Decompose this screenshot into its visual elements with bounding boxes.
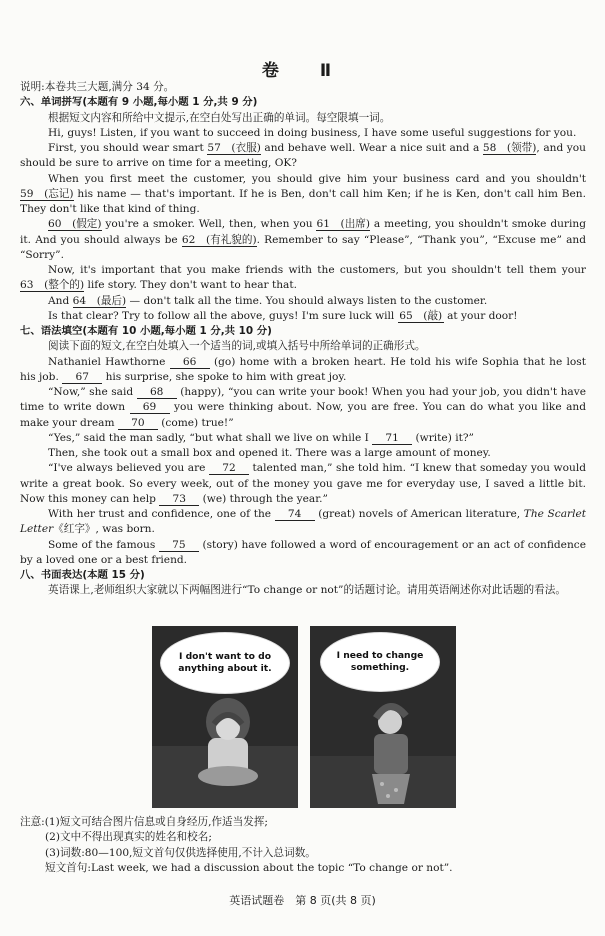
- passage-paragraph: “I've always believed you are 72 talented man,” she told him. “I knew that someday you would write a great book. So every week, out of the money you gave me for everyday use, I saved a little bit. Now this money can help 73 (we) through the year.”: [20, 462, 586, 505]
- section-6-instruction: 根据短文内容和所给中文提示,在空白处写出正确的单词。每空限填一词。: [48, 111, 391, 124]
- blank-69[interactable]: 69: [130, 401, 170, 414]
- note-line-1: 注意:(1)短文可结合图片信息或自身经历,作适当发挥;: [20, 816, 268, 828]
- opening-sentence: 短文首句:Last week, we had a discussion about the topic “To change or not”.: [45, 861, 453, 874]
- speech-bubble-right: I need to change something.: [320, 632, 440, 692]
- passage-paragraph: “Now,” she said 68 (happy), “you can write your book! When you had your job, you didn't have time to write down 69 you were thinking about. Now, you are free. You can do what you like and make your dream 70 (come) true!”: [20, 386, 587, 429]
- passage-paragraph: 60 (假定) you're a smoker. Well, then, when you 61 (出席) a meeting, you shouldn't smoke during it. And you should always be 62 (有礼貌的). Remember to say “Please”, “Thank you”, “Excuse me” and “Sorry”.: [20, 218, 586, 261]
- speech-bubble-left: I don't want to do anything about it.: [160, 632, 290, 694]
- blank-59[interactable]: 59 (忘记): [20, 187, 74, 200]
- passage-paragraph: When you first meet the customer, you should give him your business card and you shouldn't 59 (忘记) his name — that's important. If he is Ben, don't call him Ken; if he is Ken, don't call him Ben. They don't like that kind of thing.: [20, 172, 586, 215]
- passage-paragraph: And 64 (最后) — don't talk all the time. You should always listen to the customer.: [48, 294, 488, 307]
- passage-paragraph: Now, it's important that you make friends with the customers, but you shouldn't tell them your 63 (整个的) life story. They don't want to hear that.: [20, 264, 586, 292]
- section-7-heading: 七、语法填空(本题有 10 小题,每小题 1 分,共 10 分): [20, 325, 272, 337]
- page-footer: 英语试题卷 第 8 页(共 8 页): [229, 894, 376, 907]
- blank-74[interactable]: 74: [275, 508, 315, 521]
- section-6-heading: 六、单词拼写(本题有 9 小题,每小题 1 分,共 9 分): [20, 96, 258, 109]
- paper-title: 卷 Ⅱ: [261, 61, 344, 81]
- note-line-3: (3)词数:80—100,短文首句仅供选择使用,不计入总词数。: [45, 846, 316, 859]
- passage-paragraph: “Yes,” said the man sadly, “but what shall we live on while I 71 (write) it?”: [48, 431, 474, 444]
- note-line-2: (2)文中不得出现真实的姓名和校名;: [45, 831, 212, 844]
- passage-paragraph: Hi, guys! Listen, if you want to succeed in doing business, I have some useful suggestions for you.: [48, 126, 577, 139]
- blank-60[interactable]: 60 (假定): [48, 218, 102, 231]
- blank-71[interactable]: 71: [372, 432, 412, 445]
- blank-70[interactable]: 70: [118, 417, 158, 430]
- writing-notes: [20, 815, 586, 876]
- passage-paragraph: First, you should wear smart 57 (衣服) and behave well. Wear a nice suit and a 58 (领带), and you should be sure to arrive on time for a meeting, OK?: [20, 142, 586, 170]
- section-8-prompt: 英语课上,老师组织大家就以下两幅图进行“To change or not”的话题讨论。请用英语阐述你对此话题的看法。: [48, 584, 566, 597]
- passage-paragraph: Is that clear? Try to follow all the above, guys! I'm sure luck will 65 (敲) at your door!: [48, 309, 518, 322]
- intro-line: 说明:本卷共三大题,满分 34 分。: [20, 81, 175, 93]
- cartoon-left: [152, 626, 298, 808]
- blank-58[interactable]: 58 (领带): [482, 142, 537, 154]
- passage-paragraph: Then, she took out a small box and opened it. There was a large amount of money.: [48, 447, 491, 459]
- passage-paragraph: Some of the famous 75 (story) have followed a word of encouragement or an act of confidence by a loved one or a best friend.: [20, 538, 586, 566]
- cartoon-figures: [0, 626, 605, 812]
- blank-67[interactable]: 67: [62, 371, 102, 384]
- blank-65[interactable]: 65 (敲): [399, 309, 443, 322]
- blank-72[interactable]: 72: [209, 462, 249, 475]
- blank-68[interactable]: 68: [137, 386, 177, 399]
- passage-paragraph: Nathaniel Hawthorne 66 (go) home with a broken heart. He told his wife Sophia that he lost his job. 67 his surprise, she spoke to him with great joy.: [20, 355, 586, 383]
- book-title-cn: 《红字》: [53, 523, 96, 536]
- passage-paragraph: With her trust and confidence, one of the 74 (great) novels of American literature, The Scarlet Letter《红字》, was born.: [20, 508, 586, 536]
- book-title: The Scarlet Letter: [20, 508, 586, 536]
- blank-61[interactable]: 61 (出席): [316, 218, 371, 231]
- section-8-heading: 八、书面表达(本题 15 分): [20, 569, 145, 581]
- blank-62[interactable]: 62 (有礼貌的): [181, 233, 257, 246]
- blank-57[interactable]: 57 (衣服): [207, 142, 261, 154]
- blank-63[interactable]: 63 (整个的): [20, 279, 85, 292]
- blank-75[interactable]: 75: [159, 539, 199, 552]
- blank-73[interactable]: 73: [159, 493, 199, 506]
- cartoon-right: [310, 626, 456, 808]
- blank-66[interactable]: 66: [170, 356, 210, 369]
- section-7-instruction: 阅读下面的短文,在空白处填入一个适当的词,或填入括号中所给单词的正确形式。: [48, 340, 426, 353]
- question-text: [20, 80, 586, 599]
- blank-64[interactable]: 64 (最后): [72, 294, 127, 307]
